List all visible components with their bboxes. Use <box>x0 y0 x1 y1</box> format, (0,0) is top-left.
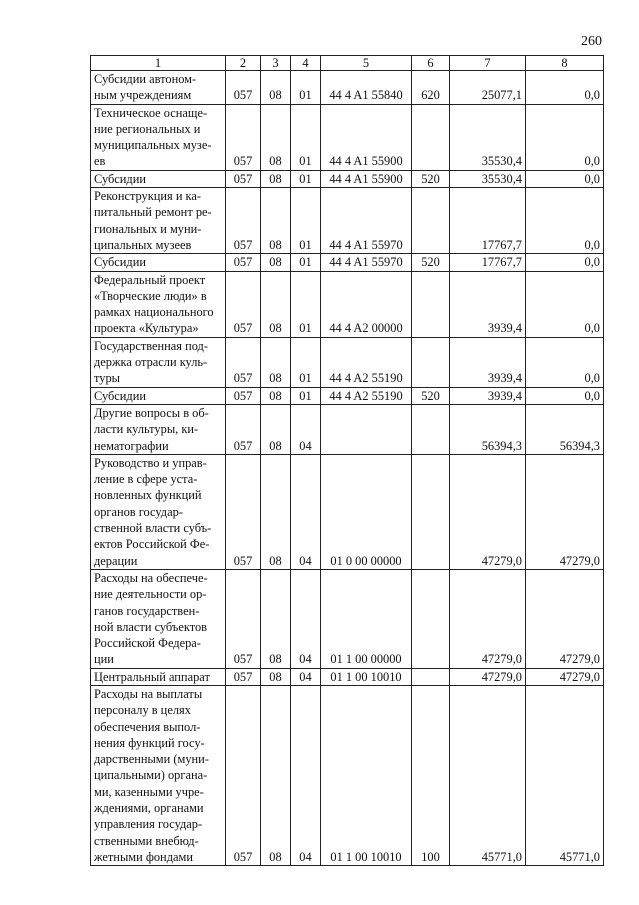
row-name-cell <box>91 569 226 668</box>
column-header: 2 <box>226 56 261 71</box>
row-name-line: «Творческие люди» в <box>94 288 207 303</box>
cell-c5: 44 4 A2 55190 <box>321 337 412 387</box>
cell-c7: 25077,1 <box>450 71 526 105</box>
cell-c8: 0,0 <box>526 104 604 170</box>
cell-c4: 01 <box>291 71 321 105</box>
cell-c6 <box>412 454 450 569</box>
cell-c7: 47279,0 <box>450 668 526 685</box>
row-name-line: ласти культуры, ки- <box>94 422 199 437</box>
cell-c6: 620 <box>412 71 450 105</box>
cell-c8: 56394,3 <box>526 404 604 454</box>
cell-c5: 44 4 A2 00000 <box>321 271 412 337</box>
cell-c3: 08 <box>261 254 291 271</box>
table-row <box>91 404 604 454</box>
cell-c5: 01 1 00 10010 <box>321 685 412 865</box>
cell-c2: 057 <box>226 337 261 387</box>
row-name-line: Государственная под- <box>94 338 208 353</box>
cell-c3: 08 <box>261 170 291 187</box>
row-name-line: Субсидии <box>94 255 146 270</box>
cell-c5: 44 4 A1 55900 <box>321 170 412 187</box>
cell-c7: 17767,7 <box>450 254 526 271</box>
cell-c6 <box>412 668 450 685</box>
cell-c8: 0,0 <box>526 337 604 387</box>
row-name-line: держка отрасли куль- <box>94 355 208 370</box>
row-name-line: новленных функций <box>94 488 202 503</box>
row-name-line: гиональных и муни- <box>94 221 202 236</box>
table-body <box>91 71 604 866</box>
table-row <box>91 668 604 685</box>
row-name-line: ципальными) органа- <box>94 768 208 783</box>
cell-c5: 44 4 A1 55840 <box>321 71 412 105</box>
row-name-line: персоналу в целях <box>94 703 191 718</box>
row-name-line: ственными внебюд- <box>94 833 199 848</box>
cell-c4: 01 <box>291 337 321 387</box>
cell-c2: 057 <box>226 271 261 337</box>
budget-table <box>90 55 604 866</box>
row-name-cell <box>91 337 226 387</box>
cell-c7: 47279,0 <box>450 569 526 668</box>
cell-c5: 44 4 A1 55970 <box>321 188 412 254</box>
table-row <box>91 454 604 569</box>
cell-c7: 17767,7 <box>450 188 526 254</box>
row-name-line: Техническое оснаще- <box>94 105 208 120</box>
cell-c2: 057 <box>226 254 261 271</box>
cell-c5: 01 0 00 00000 <box>321 454 412 569</box>
row-name-line: Федеральный проект <box>94 272 206 287</box>
table-row <box>91 71 604 105</box>
cell-c6 <box>412 104 450 170</box>
row-name-cell <box>91 188 226 254</box>
cell-c3: 08 <box>261 387 291 404</box>
cell-c5: 44 4 A1 55900 <box>321 104 412 170</box>
table-row <box>91 387 604 404</box>
cell-c2: 057 <box>226 685 261 865</box>
page-number: 260 <box>581 34 602 49</box>
row-name-line: ление в сфере уста- <box>94 472 198 487</box>
cell-c2: 057 <box>226 71 261 105</box>
row-name-cell <box>91 254 226 271</box>
column-header: 4 <box>291 56 321 71</box>
cell-c5: 01 1 00 00000 <box>321 569 412 668</box>
cell-c3: 08 <box>261 337 291 387</box>
table-row <box>91 104 604 170</box>
cell-c3: 08 <box>261 404 291 454</box>
cell-c2: 057 <box>226 170 261 187</box>
table-row <box>91 685 604 865</box>
cell-c7: 35530,4 <box>450 104 526 170</box>
row-name-line: ектов Российской Фе- <box>94 537 210 552</box>
row-name-line: жетными фондами <box>94 849 193 864</box>
cell-c7: 56394,3 <box>450 404 526 454</box>
row-name-line: дарственными (муни- <box>94 752 209 767</box>
cell-c7: 3939,4 <box>450 337 526 387</box>
column-header: 5 <box>321 56 412 71</box>
cell-c4: 04 <box>291 668 321 685</box>
cell-c8: 0,0 <box>526 271 604 337</box>
table-header-row <box>91 56 604 71</box>
cell-c2: 057 <box>226 104 261 170</box>
cell-c3: 08 <box>261 104 291 170</box>
row-name-line: нения функций госу- <box>94 735 205 750</box>
cell-c7: 3939,4 <box>450 271 526 337</box>
row-name-line: Центральный аппарат <box>94 669 210 684</box>
cell-c8: 0,0 <box>526 387 604 404</box>
row-name-cell <box>91 71 226 105</box>
cell-c2: 057 <box>226 569 261 668</box>
cell-c4: 01 <box>291 387 321 404</box>
row-name-cell <box>91 454 226 569</box>
cell-c3: 08 <box>261 569 291 668</box>
row-name-line: Субсидии <box>94 171 146 186</box>
row-name-line: ганов государствен- <box>94 603 200 618</box>
row-name-line: рамках национального <box>94 305 214 320</box>
cell-c8: 0,0 <box>526 170 604 187</box>
cell-c3: 08 <box>261 71 291 105</box>
row-name-cell <box>91 685 226 865</box>
cell-c3: 08 <box>261 668 291 685</box>
cell-c6: 520 <box>412 170 450 187</box>
cell-c4: 01 <box>291 254 321 271</box>
cell-c3: 08 <box>261 454 291 569</box>
table-row <box>91 337 604 387</box>
cell-c4: 01 <box>291 104 321 170</box>
row-name-line: Субсидии <box>94 388 146 403</box>
cell-c6: 520 <box>412 387 450 404</box>
cell-c4: 04 <box>291 454 321 569</box>
cell-c6 <box>412 404 450 454</box>
column-header: 6 <box>412 56 450 71</box>
row-name-cell <box>91 170 226 187</box>
cell-c3: 08 <box>261 188 291 254</box>
cell-c8: 0,0 <box>526 254 604 271</box>
cell-c4: 01 <box>291 188 321 254</box>
row-name-line: ние деятельности ор- <box>94 587 207 602</box>
row-name-line: Реконструкция и ка- <box>94 189 202 204</box>
column-header: 8 <box>526 56 604 71</box>
cell-c2: 057 <box>226 188 261 254</box>
cell-c6 <box>412 188 450 254</box>
row-name-line: Расходы на обеспече- <box>94 570 208 585</box>
cell-c5: 44 4 A2 55190 <box>321 387 412 404</box>
column-header: 7 <box>450 56 526 71</box>
cell-c8: 47279,0 <box>526 454 604 569</box>
row-name-line: Расходы на выплаты <box>94 686 203 701</box>
table-row <box>91 254 604 271</box>
cell-c5 <box>321 404 412 454</box>
cell-c3: 08 <box>261 271 291 337</box>
cell-c8: 0,0 <box>526 188 604 254</box>
row-name-line: ев <box>94 154 106 169</box>
table-row <box>91 170 604 187</box>
row-name-line: проекта «Культура» <box>94 321 199 336</box>
cell-c8: 45771,0 <box>526 685 604 865</box>
row-name-cell <box>91 668 226 685</box>
row-name-cell <box>91 104 226 170</box>
cell-c6 <box>412 569 450 668</box>
cell-c6 <box>412 271 450 337</box>
row-name-line: ми, казенными учре- <box>94 784 204 799</box>
row-name-line: ственной власти субъ- <box>94 521 212 536</box>
cell-c2: 057 <box>226 404 261 454</box>
row-name-line: Другие вопросы в об- <box>94 405 209 420</box>
cell-c7: 35530,4 <box>450 170 526 187</box>
row-name-cell <box>91 271 226 337</box>
cell-c4: 04 <box>291 569 321 668</box>
row-name-line: ципальных музеев <box>94 237 192 252</box>
row-name-line: ждениями, органами <box>94 801 204 816</box>
cell-c5: 01 1 00 10010 <box>321 668 412 685</box>
cell-c2: 057 <box>226 454 261 569</box>
cell-c7: 47279,0 <box>450 454 526 569</box>
row-name-line: Субсидии автоном- <box>94 72 197 86</box>
row-name-cell <box>91 404 226 454</box>
cell-c6: 100 <box>412 685 450 865</box>
row-name-line: муниципальных музе- <box>94 138 212 153</box>
cell-c7: 45771,0 <box>450 685 526 865</box>
cell-c4: 01 <box>291 170 321 187</box>
cell-c2: 057 <box>226 668 261 685</box>
cell-c4: 01 <box>291 271 321 337</box>
cell-c8: 0,0 <box>526 71 604 105</box>
row-name-line: органов государ- <box>94 504 183 519</box>
row-name-line: туры <box>94 371 120 386</box>
table-row <box>91 569 604 668</box>
row-name-line: ние региональных и <box>94 121 201 136</box>
cell-c6: 520 <box>412 254 450 271</box>
cell-c7: 3939,4 <box>450 387 526 404</box>
cell-c4: 04 <box>291 685 321 865</box>
row-name-line: управления государ- <box>94 817 203 832</box>
row-name-cell <box>91 387 226 404</box>
row-name-line: ции <box>94 652 114 667</box>
column-header: 1 <box>91 56 226 71</box>
cell-c3: 08 <box>261 685 291 865</box>
row-name-line: питальный ремонт ре- <box>94 205 212 220</box>
row-name-line: нематографии <box>94 438 169 453</box>
row-name-line: Руководство и управ- <box>94 455 207 470</box>
column-header: 3 <box>261 56 291 71</box>
row-name-line: ным учреждениям <box>94 88 192 103</box>
row-name-line: Российской Федера- <box>94 636 201 651</box>
table-row <box>91 188 604 254</box>
row-name-line: ной власти субъектов <box>94 619 207 634</box>
cell-c8: 47279,0 <box>526 668 604 685</box>
cell-c5: 44 4 A1 55970 <box>321 254 412 271</box>
row-name-line: дерации <box>94 553 138 568</box>
row-name-line: обеспечения выпол- <box>94 719 201 734</box>
cell-c8: 47279,0 <box>526 569 604 668</box>
cell-c2: 057 <box>226 387 261 404</box>
cell-c6 <box>412 337 450 387</box>
cell-c4: 04 <box>291 404 321 454</box>
table-row <box>91 271 604 337</box>
